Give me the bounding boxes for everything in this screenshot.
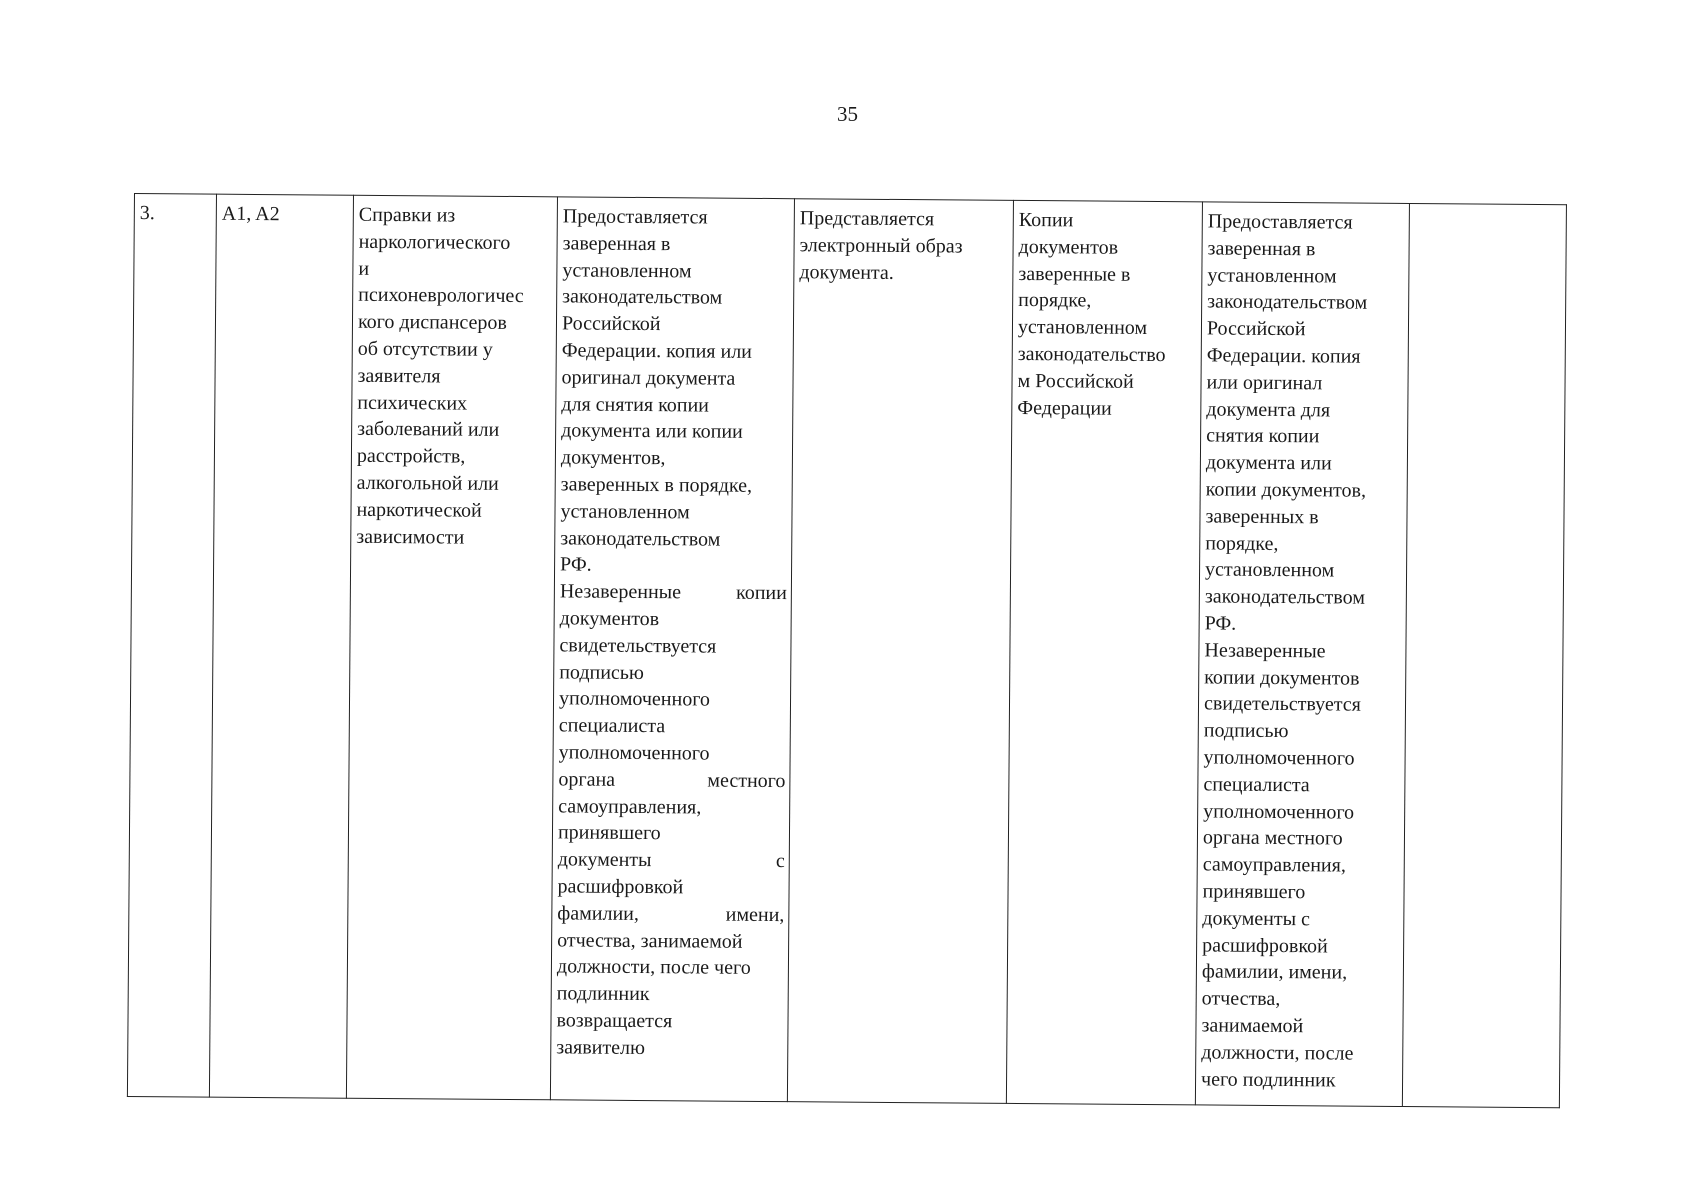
in-person-text-part3: самоуправления, принявшего (557, 794, 702, 845)
in-person-text-part1: Предоставляется заверенная в установленном законодательством Российской Федерации. копия или оригинал документа для снятия копии документа или копии документов, заверенных в порядке, установленном законодательством РФ. (560, 205, 753, 576)
word: Незаверенные (559, 580, 682, 604)
word: документы (557, 848, 652, 872)
electronic-text: Представляется электронный образ документа. (799, 207, 963, 284)
word: органа (558, 768, 616, 791)
word: с (775, 850, 785, 873)
word: местного (707, 769, 786, 792)
by-mail-text: Предоставляется заверенная в установленном законодательством Российской Федерации. копия или оригинал документа для снятия копии документа или копии документов, заверенных в порядке, установленном законодательством РФ. Незаверенные копии документов свидетельствуется подписью уполномоченного специалиста уполномоченного органа местного самоуправления, принявшего документы с расшифровкой фамилии, имени, отчества, занимаемой должности, после чего подлинник (1200, 210, 1368, 1091)
copies-cell (1006, 200, 1202, 1104)
word: фамилии, (557, 902, 640, 925)
in-person-line-c (558, 846, 785, 875)
in-person-text-part2: документов свидетельствуется подписью уполномоченного специалиста уполномоченного (558, 607, 717, 765)
empty-cell (1402, 204, 1566, 1108)
applicant-categories: A1, A2 (221, 202, 280, 226)
document-name-cell (346, 195, 557, 1100)
electronic-cell (787, 199, 1013, 1104)
requirements-table (127, 193, 1567, 1108)
in-person-text-part5: отчества, занимаемой должности, после чего подлинник возвращается заявителю (556, 928, 751, 1059)
in-person-cell (550, 197, 794, 1102)
in-person-line-a (560, 579, 787, 608)
table-row (127, 194, 1566, 1108)
last-column-text (1415, 210, 1562, 211)
word: копии (735, 581, 787, 605)
in-person-line-b (558, 766, 785, 795)
in-person-text-part4: расшифровкой (557, 875, 684, 899)
copies-text: Копии документов заверенные в порядке, установленном законодательство м Российской Федерации (1017, 208, 1166, 420)
row-number: 3. (139, 202, 155, 225)
applicants-cell (209, 194, 353, 1098)
page-number: 35 (837, 102, 858, 126)
in-person-line-d (557, 900, 784, 929)
word: имени, (725, 903, 785, 926)
by-mail-cell (1195, 202, 1409, 1107)
row-number-cell (127, 194, 216, 1098)
document-name: Справки из наркологического и психоневрологичес кого диспансеров об отсутствии у заявителя психических заболеваний или расстройств, алкогольной или наркотической зависимости (356, 203, 524, 549)
